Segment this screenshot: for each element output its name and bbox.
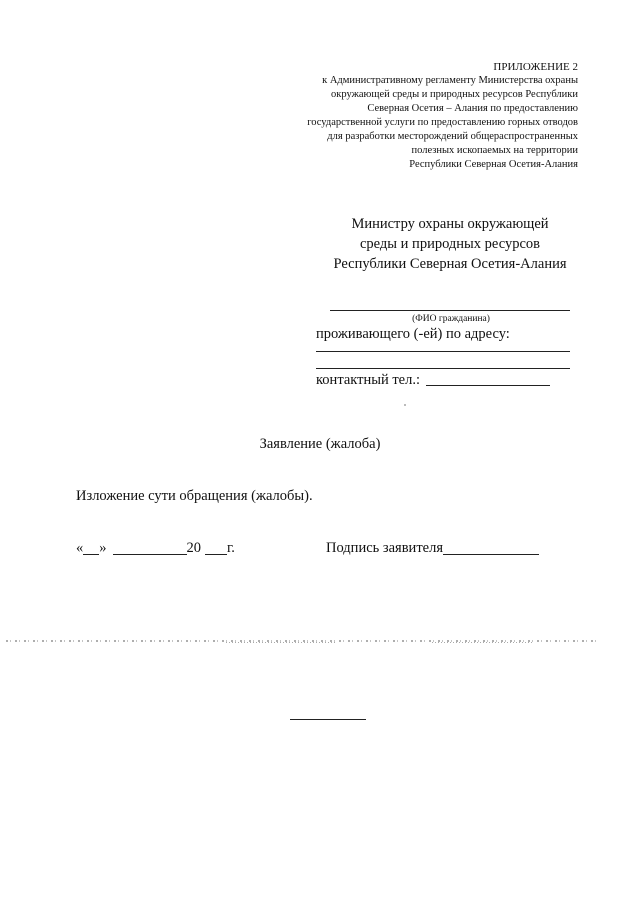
address-field-line-1[interactable] [316,351,570,352]
addressee-line: Министру охраны окружающей [351,216,549,232]
phone-field-line[interactable] [426,385,550,386]
signature-field-line[interactable] [443,541,539,555]
month-field-line[interactable] [113,541,187,555]
day-field-line[interactable] [83,541,99,555]
signature-label: Подпись заявителя [326,540,443,556]
essence-text: Изложение сути обращения (жалобы). [76,488,313,504]
address-field-line-2[interactable] [316,368,570,369]
document-title: Заявление (жалоба) [259,436,381,452]
addressee-line: среды и природных ресурсов [360,236,540,252]
scan-artifact-band-segment [432,642,532,643]
appendix-title: ПРИЛОЖЕНИЕ 2 [493,61,578,73]
fio-field-line[interactable] [330,310,570,311]
phone-row [316,371,576,389]
date-year-prefix: 20 [186,540,201,556]
footer-rule [290,719,366,720]
appendix-line: к Административному регламенту Министерства охраны [322,75,578,86]
scan-speck [404,404,406,406]
address-label: проживающего (-ей) по адресу: [316,326,510,342]
date-close-quote: » [99,540,107,556]
fio-caption: (ФИО гражданина) [412,314,490,324]
date-suffix: г. [227,540,235,556]
appendix-line: Республики Северная Осетия-Алания [409,159,578,170]
date-row [76,540,235,557]
year-field-line[interactable] [205,541,227,555]
addressee-line: Республики Северная Осетия-Алания [333,256,567,272]
appendix-line: полезных ископаемых на территории [411,145,578,156]
sender-block [316,310,576,389]
addressee-block [310,214,590,274]
appendix-line: для разработки месторождений общераспространенных [327,131,578,142]
appendix-block [238,60,578,172]
phone-label: контактный тел.: [316,372,421,388]
appendix-line: государственной услуги по предоставлению горных отводов [307,117,578,128]
appendix-line: Северная Осетия – Алания по предоставлению [367,103,578,114]
scan-artifact-band-segment [226,642,336,643]
appendix-line: окружающей среды и природных ресурсов Республики [331,89,578,100]
date-open-quote: « [76,540,84,556]
signature-row [326,540,539,557]
